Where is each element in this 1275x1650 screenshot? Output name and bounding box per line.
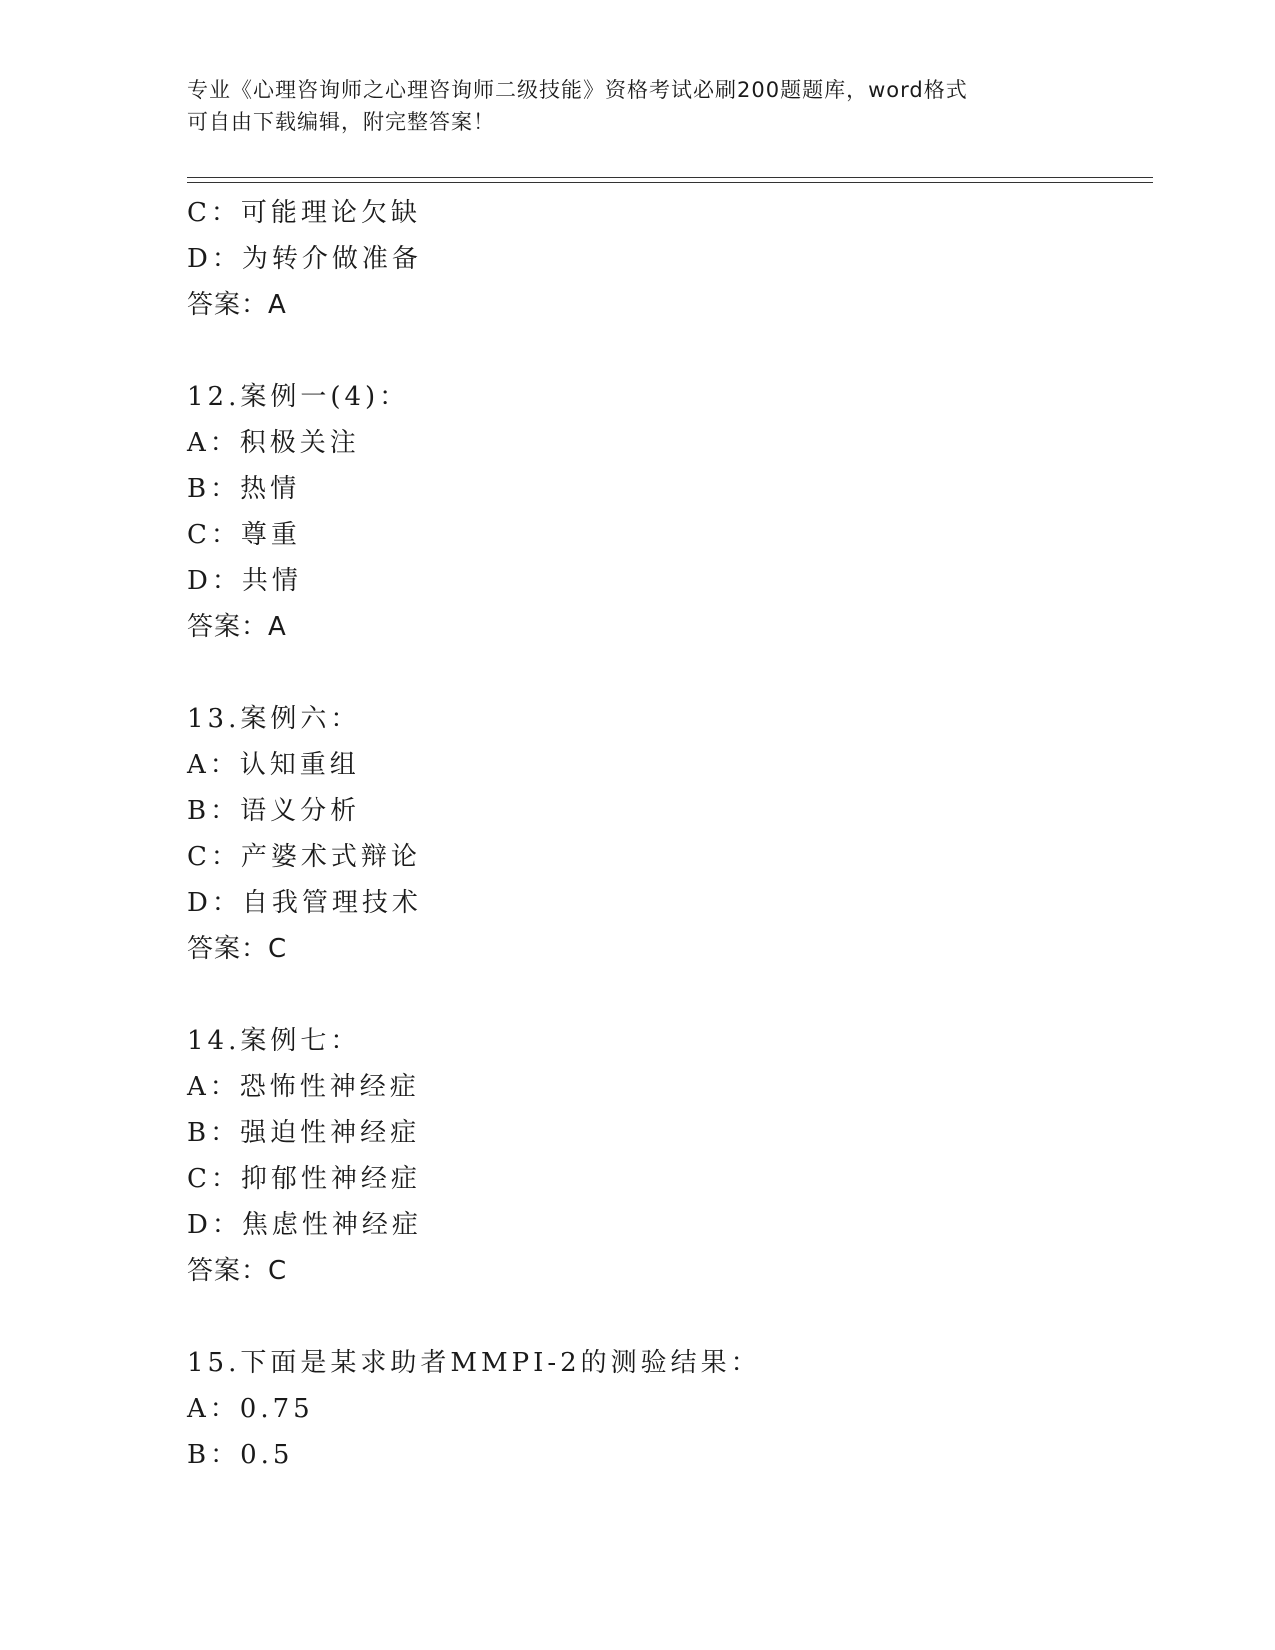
option-d: D：焦虑性神经症 bbox=[187, 1210, 422, 1240]
option-a: A：0.75 bbox=[187, 1394, 314, 1424]
question-title: 14.案例七： bbox=[187, 1026, 361, 1056]
answer-line: 答案：A bbox=[187, 612, 287, 642]
answer-line: 答案：A bbox=[187, 290, 287, 320]
option-a: A：认知重组 bbox=[187, 750, 360, 780]
option-d: D：共情 bbox=[187, 566, 302, 596]
option-b: B：语义分析 bbox=[187, 796, 361, 826]
answer-line: 答案：C bbox=[187, 1256, 288, 1286]
question-block bbox=[187, 1018, 1087, 1294]
question-block bbox=[187, 190, 1087, 328]
question-list bbox=[187, 190, 1087, 1478]
spacer bbox=[187, 650, 1087, 696]
option-c: C：可能理论欠缺 bbox=[187, 198, 421, 228]
document-header bbox=[187, 74, 1087, 138]
question-block bbox=[187, 696, 1087, 972]
option-d: D：为转介做准备 bbox=[187, 244, 422, 274]
option-c: C：尊重 bbox=[187, 520, 301, 550]
option-c: C：产婆术式辩论 bbox=[187, 842, 421, 872]
answer-line: 答案：C bbox=[187, 934, 288, 964]
option-b: B：0.5 bbox=[187, 1440, 294, 1470]
header-divider-bottom bbox=[187, 182, 1153, 183]
question-block bbox=[187, 374, 1087, 650]
spacer bbox=[187, 1294, 1087, 1340]
question-title: 12.案例一(4)： bbox=[187, 382, 410, 412]
option-d: D：自我管理技术 bbox=[187, 888, 422, 918]
option-b: B：热情 bbox=[187, 474, 301, 504]
spacer bbox=[187, 328, 1087, 374]
option-b: B：强迫性神经症 bbox=[187, 1118, 421, 1148]
option-a: A：恐怖性神经症 bbox=[187, 1072, 420, 1102]
option-c: C：抑郁性神经症 bbox=[187, 1164, 421, 1194]
header-title-line-2: 可自由下载编辑，附完整答案！ bbox=[187, 110, 495, 134]
question-block bbox=[187, 1340, 1087, 1478]
question-title: 15.下面是某求助者MMPI-2的测验结果： bbox=[187, 1348, 761, 1378]
header-title-line-1: 专业《心理咨询师之心理咨询师二级技能》资格考试必刷200题题库，word格式 bbox=[187, 78, 968, 102]
spacer bbox=[187, 972, 1087, 1018]
header-divider-top bbox=[187, 177, 1153, 178]
option-a: A：积极关注 bbox=[187, 428, 360, 458]
question-title: 13.案例六： bbox=[187, 704, 361, 734]
